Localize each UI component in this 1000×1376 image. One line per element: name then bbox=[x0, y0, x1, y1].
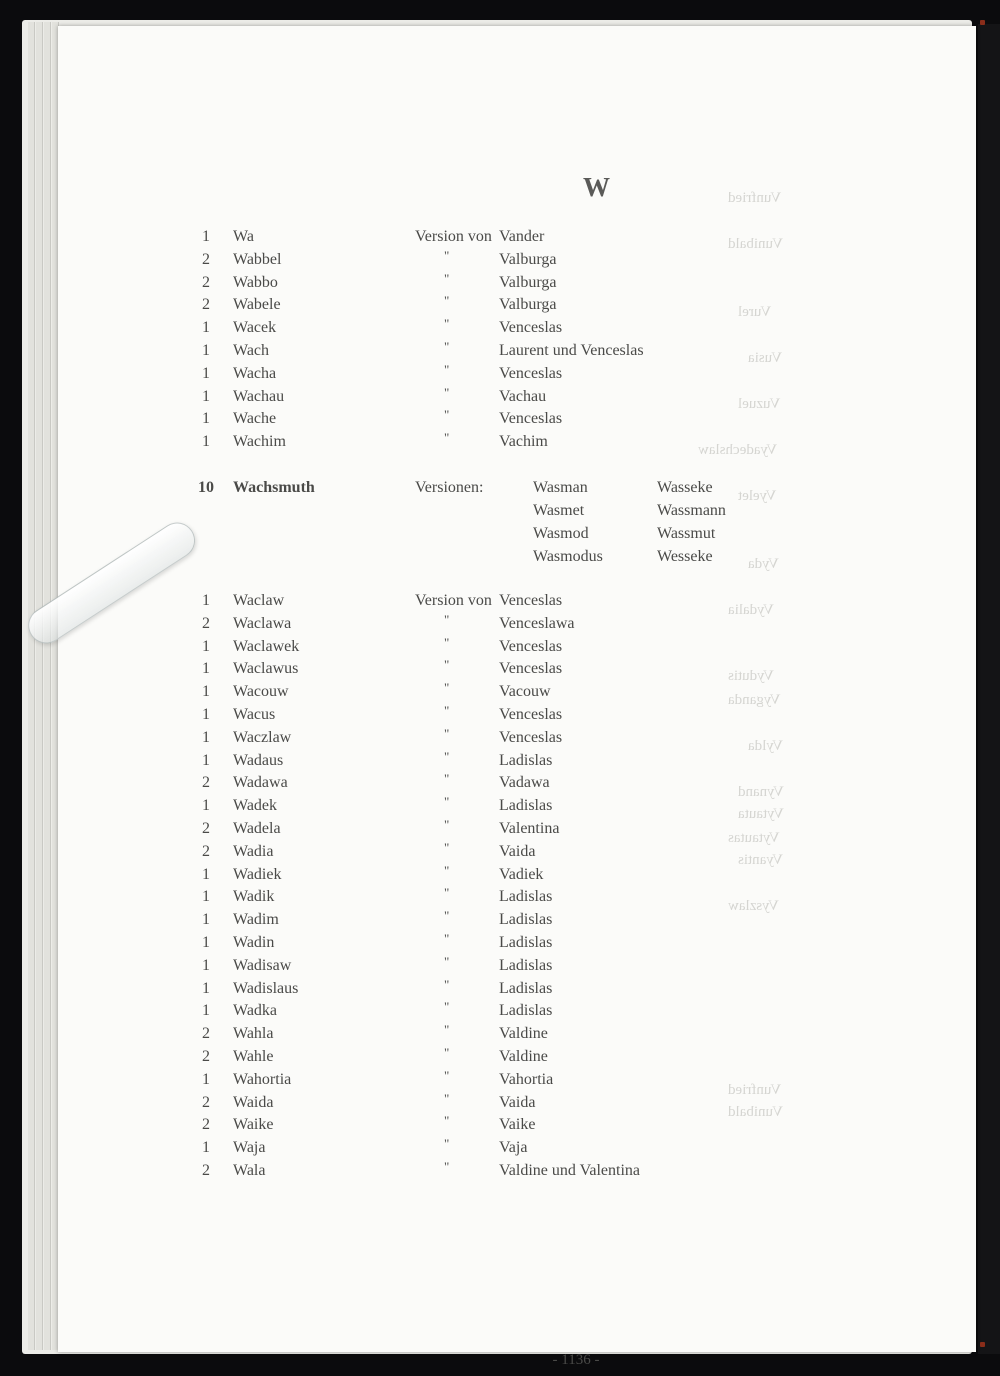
entry-value: Vaida bbox=[499, 842, 536, 860]
ditto-mark: " bbox=[444, 839, 450, 855]
entry-number: 1 bbox=[202, 706, 210, 723]
entry-number: 10 bbox=[198, 479, 214, 496]
ditto-mark: " bbox=[444, 817, 450, 832]
entry-name: Wabbel bbox=[233, 250, 282, 268]
entry-value: Ladislas bbox=[499, 797, 553, 815]
entry-number: 1 bbox=[202, 1139, 210, 1157]
entry-value: Ladislas bbox=[499, 911, 553, 929]
entry-number: 1 bbox=[202, 979, 210, 997]
entry-name: Wadela bbox=[233, 820, 281, 837]
cover-mark bbox=[980, 20, 985, 25]
entry-name: Wahla bbox=[233, 1025, 274, 1043]
page-edge bbox=[36, 22, 43, 1350]
entry-value: Venceslawa bbox=[499, 614, 575, 632]
version-item: Wasmet bbox=[533, 502, 585, 519]
entry-value: Venceslas bbox=[499, 660, 563, 678]
entry-value: Venceslas bbox=[499, 410, 563, 428]
version-item: Wasmodus bbox=[533, 548, 603, 565]
entry-name: Wacouw bbox=[233, 683, 289, 701]
entry-name: Wachau bbox=[233, 387, 285, 405]
entry-number: 1 bbox=[202, 1070, 210, 1088]
version-item: Wassmann bbox=[657, 502, 726, 519]
entry-number: 1 bbox=[202, 319, 210, 337]
entry-value: Ladislas bbox=[499, 979, 553, 997]
show-through-text: Vurel bbox=[738, 304, 772, 320]
entry-number: 1 bbox=[202, 228, 210, 245]
ditto-mark: " bbox=[444, 862, 450, 878]
show-through-text: Vynand bbox=[738, 784, 784, 800]
entry-name: Waczlaw bbox=[233, 728, 292, 746]
show-through-text: Vunibald bbox=[728, 1104, 783, 1120]
ditto-mark: " bbox=[444, 1067, 450, 1083]
version-label: Version von bbox=[415, 592, 492, 609]
ditto-mark: " bbox=[444, 1045, 450, 1060]
ditto-mark: " bbox=[444, 748, 450, 764]
entry-number: 1 bbox=[202, 1002, 210, 1020]
show-through-text: Vylda bbox=[748, 738, 783, 754]
entry-name: Wadek bbox=[233, 797, 278, 815]
entry-value: Vadawa bbox=[499, 774, 550, 792]
entry-number: 2 bbox=[202, 250, 210, 268]
ditto-mark: " bbox=[444, 1090, 450, 1106]
entry-number: 1 bbox=[202, 592, 210, 609]
entry-number: 1 bbox=[202, 342, 210, 359]
ditto-mark: " bbox=[444, 339, 450, 354]
entry-number: 1 bbox=[202, 683, 210, 701]
entry-name: Wacha bbox=[233, 364, 277, 382]
entry-number: 1 bbox=[202, 387, 210, 405]
entry-name: Waclaw bbox=[233, 592, 285, 609]
entry-number: 2 bbox=[202, 296, 210, 314]
entry-name: Wahortia bbox=[233, 1070, 292, 1088]
version-item: Wasman bbox=[533, 479, 588, 496]
ditto-mark: " bbox=[444, 680, 450, 696]
entry-number: 2 bbox=[202, 273, 210, 291]
version-item: Wesseke bbox=[657, 548, 713, 565]
ditto-mark: " bbox=[444, 361, 450, 377]
entry-number: 1 bbox=[202, 433, 210, 451]
ditto-mark: " bbox=[444, 931, 450, 946]
entry-name: Wachim bbox=[233, 433, 286, 451]
ditto-mark: " bbox=[444, 1022, 450, 1038]
entry-number: 2 bbox=[202, 1162, 210, 1179]
ditto-mark: " bbox=[444, 293, 450, 309]
entry-value: Vachau bbox=[499, 387, 547, 405]
show-through-text: Vyszlaw bbox=[728, 898, 779, 914]
show-through-text: Vunfried bbox=[728, 190, 782, 206]
ditto-mark: " bbox=[444, 657, 450, 673]
show-through-text: Vytauta bbox=[738, 806, 784, 822]
ditto-mark: " bbox=[444, 703, 450, 718]
ditto-mark: " bbox=[444, 407, 450, 423]
document-page bbox=[58, 26, 976, 1368]
entry-value: Venceslas bbox=[499, 706, 563, 723]
entry-number: 1 bbox=[202, 911, 210, 929]
ditto-mark: " bbox=[444, 384, 450, 400]
ditto-mark: " bbox=[444, 1159, 450, 1174]
ditto-mark: " bbox=[444, 270, 450, 286]
entry-value: Venceslas bbox=[499, 364, 563, 382]
ditto-mark: " bbox=[444, 1136, 450, 1152]
entry-value: Ladislas bbox=[499, 1002, 553, 1020]
show-through-text: Vyelet bbox=[738, 488, 777, 504]
ditto-mark: " bbox=[444, 611, 450, 627]
ditto-mark: " bbox=[444, 953, 450, 969]
entry-number: 1 bbox=[202, 865, 210, 883]
page-edge bbox=[44, 22, 51, 1350]
cover-mark bbox=[980, 1342, 985, 1347]
entry-name: Wadisaw bbox=[233, 956, 292, 974]
entry-name: Wadia bbox=[233, 842, 274, 860]
version-item: Wasmod bbox=[533, 525, 589, 542]
versions-column-1 bbox=[533, 479, 603, 571]
show-through-text: Vyadechslaw bbox=[698, 442, 778, 458]
versions-column-2 bbox=[657, 479, 726, 571]
section-letter: W bbox=[583, 172, 611, 202]
entry-name: Waike bbox=[233, 1116, 274, 1134]
entry-number: 1 bbox=[202, 888, 210, 906]
entry-name: Wahle bbox=[233, 1048, 274, 1065]
entry-value: Valburga bbox=[499, 296, 557, 314]
version-item: Wassmut bbox=[657, 525, 716, 542]
entry-name: Wabbo bbox=[233, 273, 278, 291]
versions-label: Versionen: bbox=[415, 479, 484, 496]
ditto-mark: " bbox=[444, 1113, 450, 1129]
show-through-text: Vunibald bbox=[728, 236, 783, 252]
entry-number: 2 bbox=[202, 842, 210, 860]
entry-number: 1 bbox=[202, 751, 210, 769]
entry-name: Wadawa bbox=[233, 774, 288, 792]
entry-number: 2 bbox=[202, 1048, 210, 1065]
entry-name: Wacus bbox=[233, 706, 276, 723]
entry-value: Venceslas bbox=[499, 319, 563, 337]
entry-value: Valentina bbox=[499, 820, 560, 837]
show-through-text: Vyantis bbox=[738, 852, 783, 868]
ditto-mark: " bbox=[444, 725, 450, 741]
ditto-mark: " bbox=[444, 247, 450, 263]
show-through-text: Vunfried bbox=[728, 1082, 782, 1098]
entry-number: 2 bbox=[202, 820, 210, 837]
entry-name: Waclawa bbox=[233, 614, 292, 632]
entry-number: 2 bbox=[202, 614, 210, 632]
entry-value: Valdine bbox=[499, 1025, 548, 1043]
entry-value: Valburga bbox=[499, 250, 557, 268]
entry-number: 2 bbox=[202, 1093, 210, 1111]
entry-name: Wadaus bbox=[233, 751, 284, 769]
entry-value: Venceslas bbox=[499, 637, 563, 655]
entry-value: Vahortia bbox=[499, 1070, 554, 1088]
show-through-text: Vusia bbox=[748, 350, 783, 366]
entry-value: Vaike bbox=[499, 1116, 536, 1134]
entry-name: Wachsmuth bbox=[233, 479, 315, 496]
entry-name: Wala bbox=[233, 1162, 266, 1179]
entry-value: Vachim bbox=[499, 433, 548, 451]
entry-value: Ladislas bbox=[499, 956, 553, 974]
entry-value: Vaja bbox=[499, 1139, 528, 1157]
entry-value: Venceslas bbox=[499, 592, 563, 609]
ditto-mark: " bbox=[444, 885, 450, 901]
entry-number: 1 bbox=[202, 364, 210, 382]
entry-name: Wa bbox=[233, 228, 254, 245]
entry-value: Vacouw bbox=[499, 683, 551, 701]
version-item: Wasseke bbox=[657, 479, 713, 496]
ditto-mark: " bbox=[444, 316, 450, 332]
entry-number: 2 bbox=[202, 1116, 210, 1134]
show-through-text: Vytautas bbox=[728, 830, 780, 846]
entry-name: Waclawek bbox=[233, 637, 300, 655]
entry-number: 1 bbox=[202, 410, 210, 428]
entry-value: Ladislas bbox=[499, 888, 553, 906]
entry-number: 2 bbox=[202, 1025, 210, 1043]
show-through-text: Vydutis bbox=[728, 668, 774, 684]
entry-name: Wadka bbox=[233, 1002, 278, 1020]
entry-number: 1 bbox=[202, 797, 210, 815]
entry-value: Valdine und Valentina bbox=[499, 1162, 641, 1179]
version-label: Version von bbox=[415, 228, 492, 245]
show-through-text: Vydalia bbox=[728, 602, 774, 618]
entry-name: Wadim bbox=[233, 911, 279, 929]
entry-name: Waida bbox=[233, 1093, 274, 1111]
entry-name: Wache bbox=[233, 410, 277, 428]
entry-number: 2 bbox=[202, 774, 210, 792]
entry-name: Wadiek bbox=[233, 865, 282, 883]
show-through-text: Vuzuel bbox=[738, 396, 781, 412]
page-edge bbox=[28, 22, 35, 1350]
entry-number: 1 bbox=[202, 728, 210, 746]
entry-name: Wadik bbox=[233, 888, 275, 906]
ditto-mark: " bbox=[444, 771, 450, 787]
entry-name: Wadin bbox=[233, 934, 275, 951]
entry-number: 1 bbox=[202, 637, 210, 655]
entry-value: Vaida bbox=[499, 1093, 536, 1111]
ditto-mark: " bbox=[444, 794, 450, 810]
show-through-text: Vyganda bbox=[728, 692, 781, 708]
entry-name: Wabele bbox=[233, 296, 281, 314]
entry-value: Ladislas bbox=[499, 751, 553, 769]
entry-name: Wach bbox=[233, 342, 270, 359]
entry-value: Valdine bbox=[499, 1048, 548, 1065]
entry-value: Vadiek bbox=[499, 865, 544, 883]
entry-number: 1 bbox=[202, 660, 210, 678]
book-cover-edge bbox=[978, 24, 1000, 1354]
entry-number: 1 bbox=[202, 934, 210, 951]
ditto-mark: " bbox=[444, 999, 450, 1015]
entry-number: 1 bbox=[202, 956, 210, 974]
entry-name: Waja bbox=[233, 1139, 266, 1157]
entry-value: Venceslas bbox=[499, 728, 563, 746]
entry-name: Wacek bbox=[233, 319, 277, 337]
entry-value: Ladislas bbox=[499, 934, 553, 951]
page-number: - 1136 - bbox=[552, 1352, 600, 1368]
show-through-text: Vyda bbox=[748, 556, 779, 572]
ditto-mark: " bbox=[444, 976, 450, 992]
entry-value: Laurent und Venceslas bbox=[499, 342, 644, 359]
ditto-mark: " bbox=[444, 634, 450, 650]
entry-value: Valburga bbox=[499, 273, 557, 291]
ditto-mark: " bbox=[444, 908, 450, 924]
entry-name: Waclawus bbox=[233, 660, 299, 678]
entry-value: Vander bbox=[499, 228, 545, 245]
ditto-mark: " bbox=[444, 430, 450, 446]
entry-name: Wadislaus bbox=[233, 979, 299, 997]
